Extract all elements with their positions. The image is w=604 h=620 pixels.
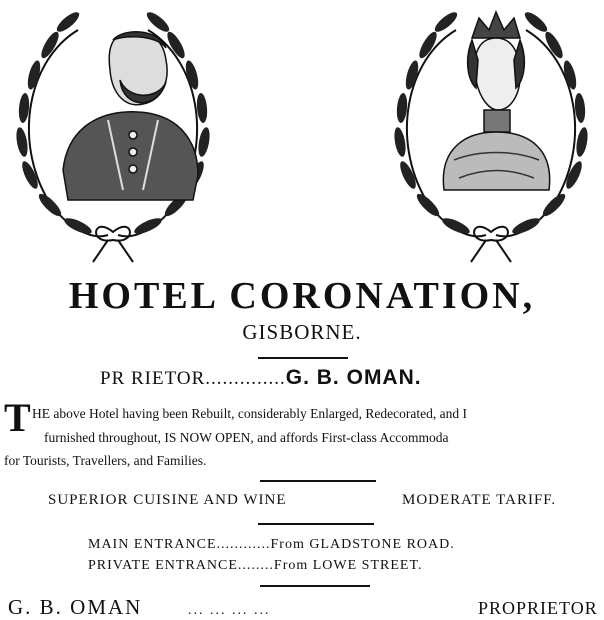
announcement-line-3: for Tourists, Travellers, and Families. bbox=[4, 453, 207, 468]
queen-portrait-engraving bbox=[384, 0, 598, 268]
offer-tariff: MODERATE TARIFF. bbox=[402, 492, 557, 508]
footer-dots: ... ... ... ... bbox=[188, 603, 271, 618]
divider-rule bbox=[260, 585, 370, 587]
announcement-line-2: furnished throughout, IS NOW OPEN, and affords First-class Accommoda bbox=[44, 430, 449, 445]
proprietor-label: PR RIETOR.............. bbox=[100, 368, 286, 389]
footer-title: PROPRIETOR bbox=[478, 598, 598, 618]
divider-rule bbox=[258, 523, 374, 525]
drop-cap: T bbox=[4, 395, 31, 440]
proprietor-line bbox=[100, 366, 422, 390]
king-portrait-engraving bbox=[8, 0, 218, 268]
announcement-line-1: HE above Hotel having been Rebuilt, considerably Enlarged, Redecorated, and I bbox=[32, 406, 467, 421]
town-name: GISBORNE. bbox=[242, 320, 362, 344]
proprietor-name: G. B. OMAN. bbox=[285, 366, 422, 389]
private-entrance-line: PRIVATE ENTRANCE........From LOWE STREET. bbox=[88, 558, 423, 573]
footer-name: G. B. OMAN bbox=[8, 595, 143, 619]
main-entrance-line: MAIN ENTRANCE............From GLADSTONE ROAD. bbox=[88, 537, 455, 552]
divider-rule bbox=[260, 480, 376, 482]
divider-rule bbox=[258, 357, 348, 359]
offer-cuisine: SUPERIOR CUISINE AND WINE bbox=[48, 492, 287, 508]
hotel-name-heading: HOTEL CORONATION, bbox=[68, 275, 536, 317]
